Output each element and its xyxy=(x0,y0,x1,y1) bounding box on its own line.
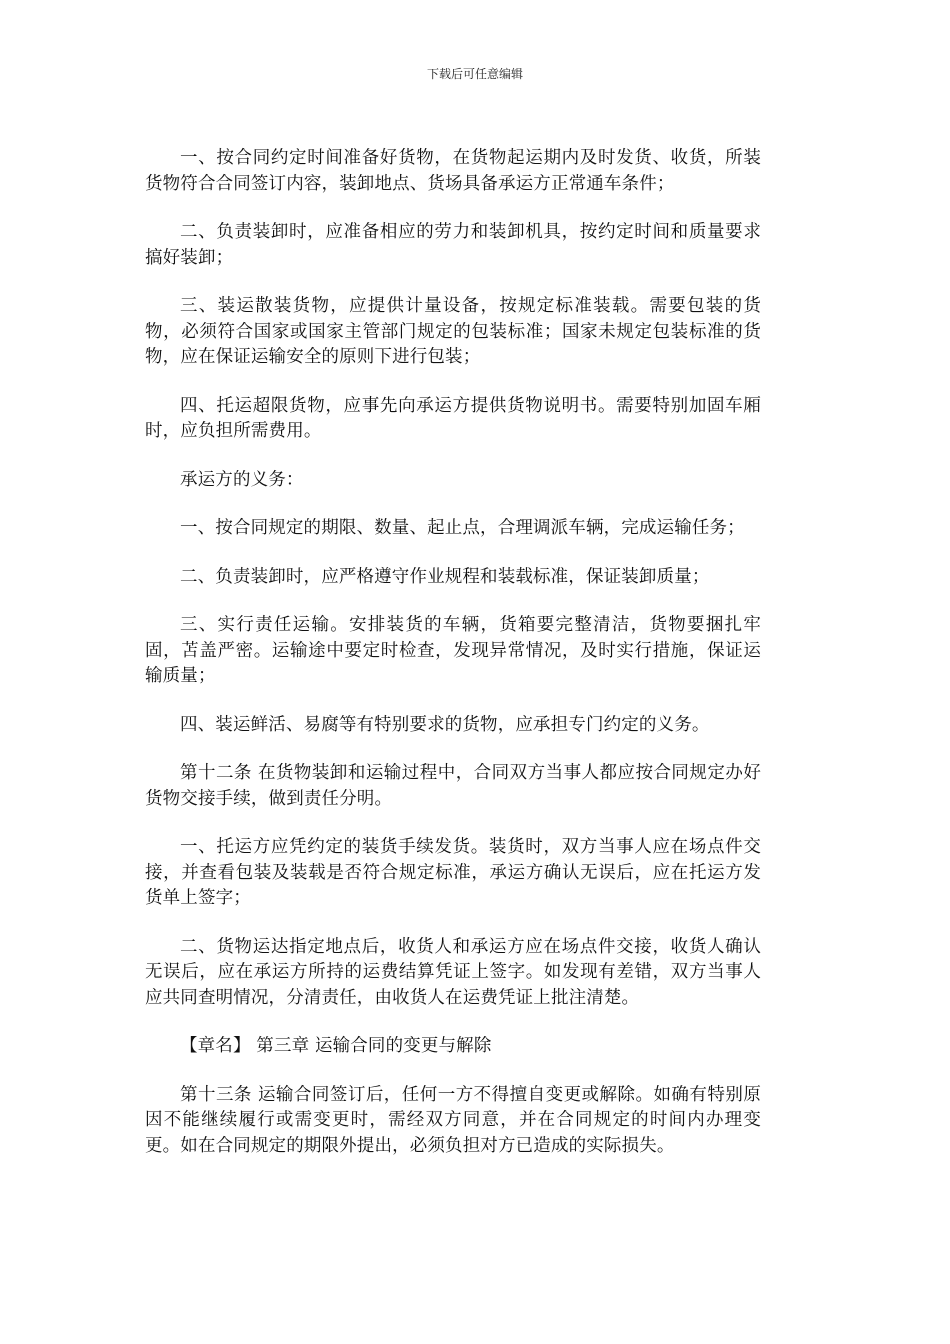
paragraph: 二、货物运达指定地点后，收货人和承运方应在场点件交接，收货人确认无误后，应在承运方所持的运费结算凭证上签字。如发现有差错，双方当事人应共同查明情况，分清责任，由收货人在运费凭证上批注清楚。 xyxy=(145,936,761,1008)
paragraph: 承运方的义务： xyxy=(180,469,304,490)
paragraph: 四、装运鲜活、易腐等有特别要求的货物，应承担专门约定的义务。 xyxy=(180,714,710,735)
paragraph: 二、负责装卸时，应严格遵守作业规程和装载标准，保证装卸质量； xyxy=(180,566,710,587)
paragraph: 二、负责装卸时，应准备相应的劳力和装卸机具，按约定时间和质量要求搞好装卸； xyxy=(145,222,761,268)
paragraph: 三、装运散装货物，应提供计量设备，按规定标准装载。需要包装的货物，必须符合国家或国家主管部门规定的包装标准；国家未规定包装标准的货物，应在保证运输安全的原则下进行包装； xyxy=(145,296,761,367)
paragraph: 四、托运超限货物，应事先向承运方提供货物说明书。需要特别加固车厢时，应负担所需费用。 xyxy=(145,395,761,441)
paragraph: 第十三条 运输合同签订后，任何一方不得擅自变更或解除。如确有特别原因不能继续履行或需变更时，需经双方同意，并在合同规定的时间内办理变更。如在合同规定的期限外提出，必须负担对方已造成的实际损失。 xyxy=(145,1084,761,1156)
page-header: 下载后可任意编辑 xyxy=(426,67,523,81)
paragraph: 一、按合同约定时间准备好货物，在货物起运期内及时发货、收货，所装货物符合合同签订内容，装卸地点、货场具备承运方正常通车条件； xyxy=(145,148,761,194)
paragraph: 一、托运方应凭约定的装货手续发货。装货时，双方当事人应在场点件交接，并查看包装及装载是否符合规定标准，承运方确认无误后，应在托运方发货单上签字； xyxy=(145,837,761,908)
chapter-heading: 【章名】 第三章 运输合同的变更与解除 xyxy=(180,1036,492,1056)
paragraph: 第十二条 在货物装卸和运输过程中，合同双方当事人都应按合同规定办好货物交接手续，做到责任分明。 xyxy=(145,763,761,809)
paragraph: 一、按合同规定的期限、数量、起止点，合理调派车辆，完成运输任务； xyxy=(180,518,745,538)
document-body xyxy=(145,146,761,1182)
paragraph: 三、实行责任运输。安排装货的车辆，货箱要完整清洁，货物要捆扎牢固，苫盖严密。运输途中要定时检查，发现异常情况，及时实行措施，保证运输质量； xyxy=(145,615,761,686)
